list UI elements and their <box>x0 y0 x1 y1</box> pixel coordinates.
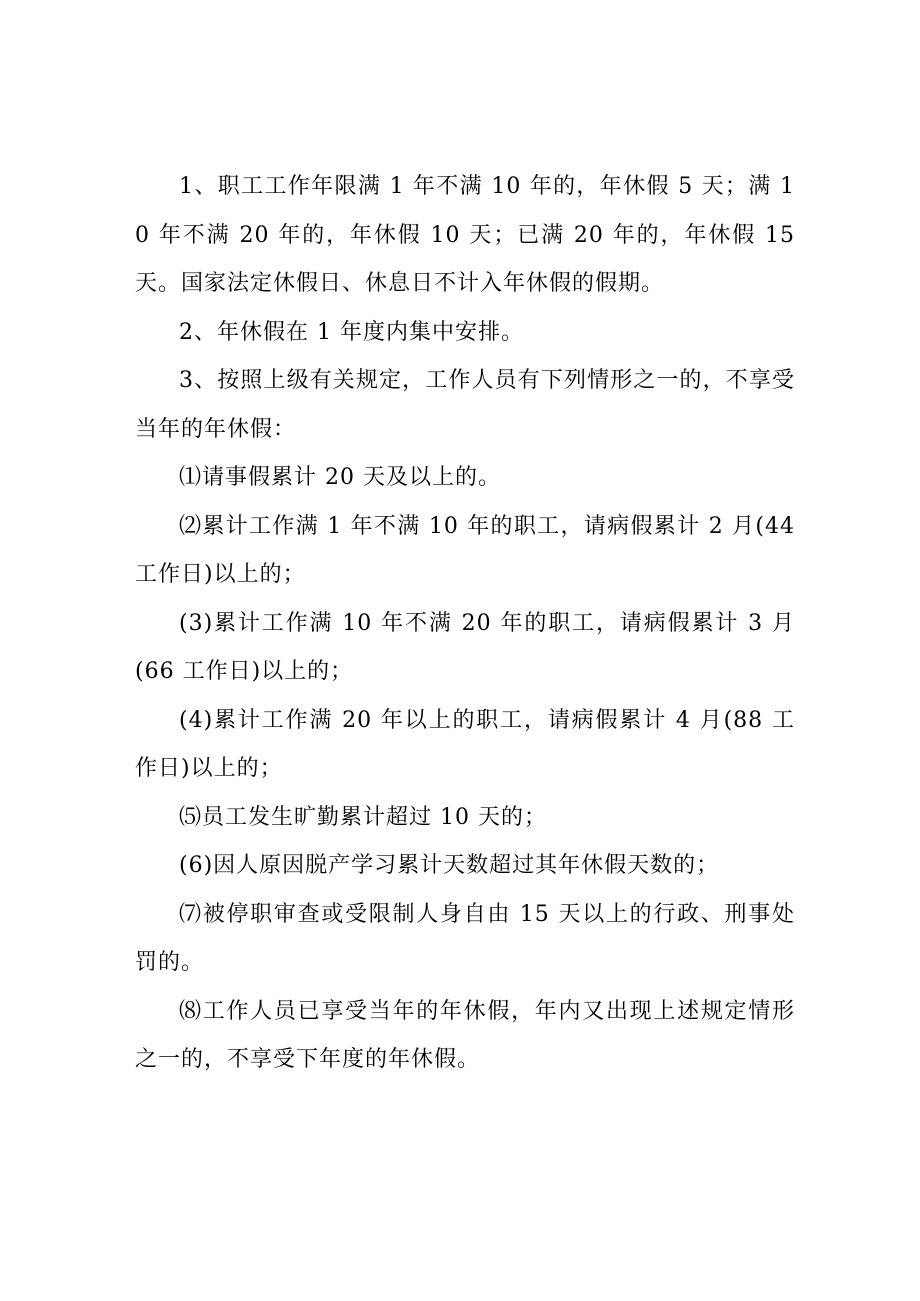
list-item-6: (6)因人原因脱产学习累计天数超过其年休假天数的； <box>179 853 720 878</box>
list-item-8: ⑻工作人员已享受当年的年休假，年内又出现上述规定情形之一的，不享受下年度的年休假。 <box>135 998 795 1072</box>
paragraph-3: 3、按照上级有关规定，工作人员有下列情形之一的，不享受当年的年休假： <box>135 368 795 442</box>
list-item-3: (3)累计工作满 10 年不满 20 年的职工，请病假累计 3 月(66 工作日)以上的； <box>135 610 795 684</box>
paragraph-1: 1、职工工作年限满 1 年不满 10 年的，年休假 5 天；满 10 年不满 20 年的，年休假 10 天；已满 20 年的，年休假 15 天。国家法定休假日、休息日不计入年休假的假期。 <box>135 174 795 296</box>
paragraph-2: 2、年休假在 1 年度内集中安排。 <box>179 319 524 345</box>
list-item-7: ⑺被停职审查或受限制人身自由 15 天以上的行政、刑事处罚的。 <box>135 901 795 975</box>
list-item-1: ⑴请事假累计 20 天及以上的。 <box>179 465 501 490</box>
list-item-5: ⑸员工发生旷勤累计超过 10 天的； <box>179 804 547 830</box>
list-item-2: ⑵累计工作满 1 年不满 10 年的职工，请病假累计 2 月(44 工作日)以上的； <box>135 513 795 587</box>
list-item-4: (4)累计工作满 20 年以上的职工，请病假累计 4 月(88 工作日)以上的； <box>135 707 795 781</box>
